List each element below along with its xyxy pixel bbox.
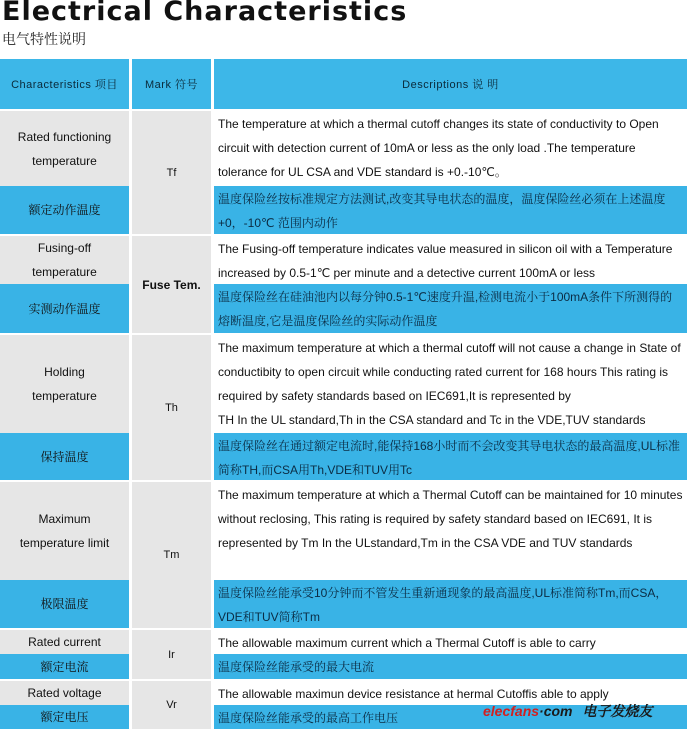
label-rated-current-en [0, 630, 129, 654]
desc-rated-current-cn [214, 654, 687, 679]
label-rated-voltage-cn [0, 705, 129, 729]
desc-rated-functioning-en [214, 111, 687, 186]
desc-maximum-en-text: The maximum temperature at which a Thermal Cutoff can be maintained for 10 minutes without reclosing, This rating is required by safety standard based on IEC691, It is represented by Tm In the ULstandard,Tm in the CSA VDE and TUV standards [218, 488, 683, 550]
label-maximum-en [0, 482, 129, 580]
label-holding-en [0, 335, 129, 433]
label-rated-functioning-cn-text: 额定动作温度 [28, 203, 101, 217]
label-rated-functioning-en [0, 111, 129, 186]
desc-maximum-cn [214, 580, 687, 628]
label-rated-current-en-text: Rated current [28, 635, 101, 649]
label-fusing-off-cn-text: 实测动作温度 [28, 301, 101, 316]
mark-holding [132, 335, 211, 480]
mark-rated-functioning [132, 111, 211, 234]
mark-holding-text: Th [165, 401, 178, 414]
label-maximum-en-text: Maximum temperature limit [19, 512, 110, 550]
logo-cn: 电子发烧友 [582, 703, 653, 719]
label-holding-cn-text: 保持温度 [40, 449, 89, 464]
label-maximum-cn [0, 580, 129, 628]
column-header-mark [132, 59, 211, 109]
label-rated-current-cn [0, 654, 129, 679]
desc-holding-en [214, 335, 687, 433]
label-rated-voltage-cn-text: 额定电压 [40, 710, 89, 724]
desc-holding-en-text-2: TH In the UL standard,Th in the CSA standard and Tc in the VDE,TUV standards [218, 413, 646, 427]
desc-maximum-en [214, 482, 687, 580]
desc-rated-current-en [214, 630, 687, 654]
label-rated-functioning-cn [0, 186, 129, 234]
logo-brand: elecfans [483, 703, 540, 719]
page-subtitle: 电气特性说明 [2, 32, 86, 48]
mark-maximum-text: Tm [163, 549, 180, 561]
column-header-descriptions [214, 59, 687, 109]
label-rated-voltage-en [0, 681, 129, 705]
desc-rated-voltage-cn-text: 温度保险丝能承受的最高工作电压 [218, 711, 399, 725]
desc-fusing-off-en [214, 236, 687, 284]
mark-fusing-off-text: Fuse Tem. [142, 277, 201, 292]
desc-holding-cn-text: 温度保险丝在通过额定电流时,能保持168小时而不会改变其导电状态的最高温度,UL标准简称TH,而CSA用Th,VDE和TUV用Tc [218, 439, 681, 477]
desc-rated-voltage-en-text: The allowable maximun device resistance at hermal Cutoffis able to apply [218, 687, 609, 701]
desc-rated-current-cn-text: 温度保险丝能承受的最大电流 [218, 660, 375, 674]
mark-rated-current [132, 630, 211, 679]
label-holding-en-text: Holding temperature [32, 365, 97, 403]
label-rated-current-cn-text: 额定电流 [40, 659, 89, 674]
desc-fusing-off-cn [214, 284, 687, 333]
desc-fusing-off-en-text: The Fusing-off temperature indicates value measured in silicon oil with a Temperature increased by 0.5-1℃ per minute and a detective current 100mA or less [218, 242, 673, 280]
column-header-mark-label: Mark 符号 [145, 79, 198, 91]
desc-holding-en-text-1: The maximum temperature at which a thermal cutoff will not cause a change in State of conductibity to open circuit while conducting rated current for 168 hours This rating is required by safety standards based on IEC691,It is represented by [218, 341, 681, 403]
column-header-characteristics [0, 59, 129, 109]
desc-rated-functioning-en-text: The temperature at which a thermal cutoff changes its state of conductivity to Open circuit with detection current of 10mA or less as the only load .The temperature tolerance for UL CSA and VDE standard is +0.-10℃。 [218, 117, 659, 179]
label-maximum-cn-text: 极限温度 [40, 597, 89, 611]
desc-rated-current-en-text: The allowable maximum current which a Thermal Cutoff is able to carry [218, 636, 596, 650]
label-rated-functioning-en-text: Rated functioning temperature [17, 129, 112, 168]
mark-rated-voltage [132, 681, 211, 729]
label-holding-cn [0, 433, 129, 480]
desc-fusing-off-cn-text: 温度保险丝在硅油池内以每分钟0.5-1℃速度升温,检测电流小于100mA条件下所测得的熔断温度,它是温度保险丝的实际动作温度 [218, 290, 673, 328]
desc-holding-cn [214, 433, 687, 480]
mark-maximum [132, 482, 211, 628]
column-header-descriptions-label: Descriptions 说 明 [402, 79, 499, 91]
mark-rated-voltage-text: Vr [166, 699, 177, 711]
desc-rated-functioning-cn-text: 温度保险丝按标准规定方法测试,改变其导电状态的温度，温度保险丝必须在上述温度+0，-10℃ 范围内动作 [218, 192, 666, 230]
label-fusing-off-en-text: Fusing-off temperature [32, 241, 97, 279]
label-rated-voltage-en-text: Rated voltage [27, 686, 102, 700]
elecfans-logo [483, 701, 652, 721]
logo-domain: ·com [539, 703, 573, 719]
desc-maximum-cn-text: 温度保险丝能承受10分钟而不管发生重新通现象的最高温度,UL标准简称Tm,而CSA，VDE和TUV简称Tm [218, 586, 668, 624]
mark-fusing-off [132, 236, 211, 333]
label-fusing-off-cn [0, 284, 129, 333]
mark-rated-functioning-text: Tf [166, 166, 177, 179]
page-title: Electrical Characteristics [2, 0, 408, 27]
label-fusing-off-en [0, 236, 129, 284]
desc-rated-functioning-cn [214, 186, 687, 234]
mark-rated-current-text: Ir [168, 648, 175, 661]
column-header-characteristics-label: Characteristics 项目 [11, 79, 118, 91]
